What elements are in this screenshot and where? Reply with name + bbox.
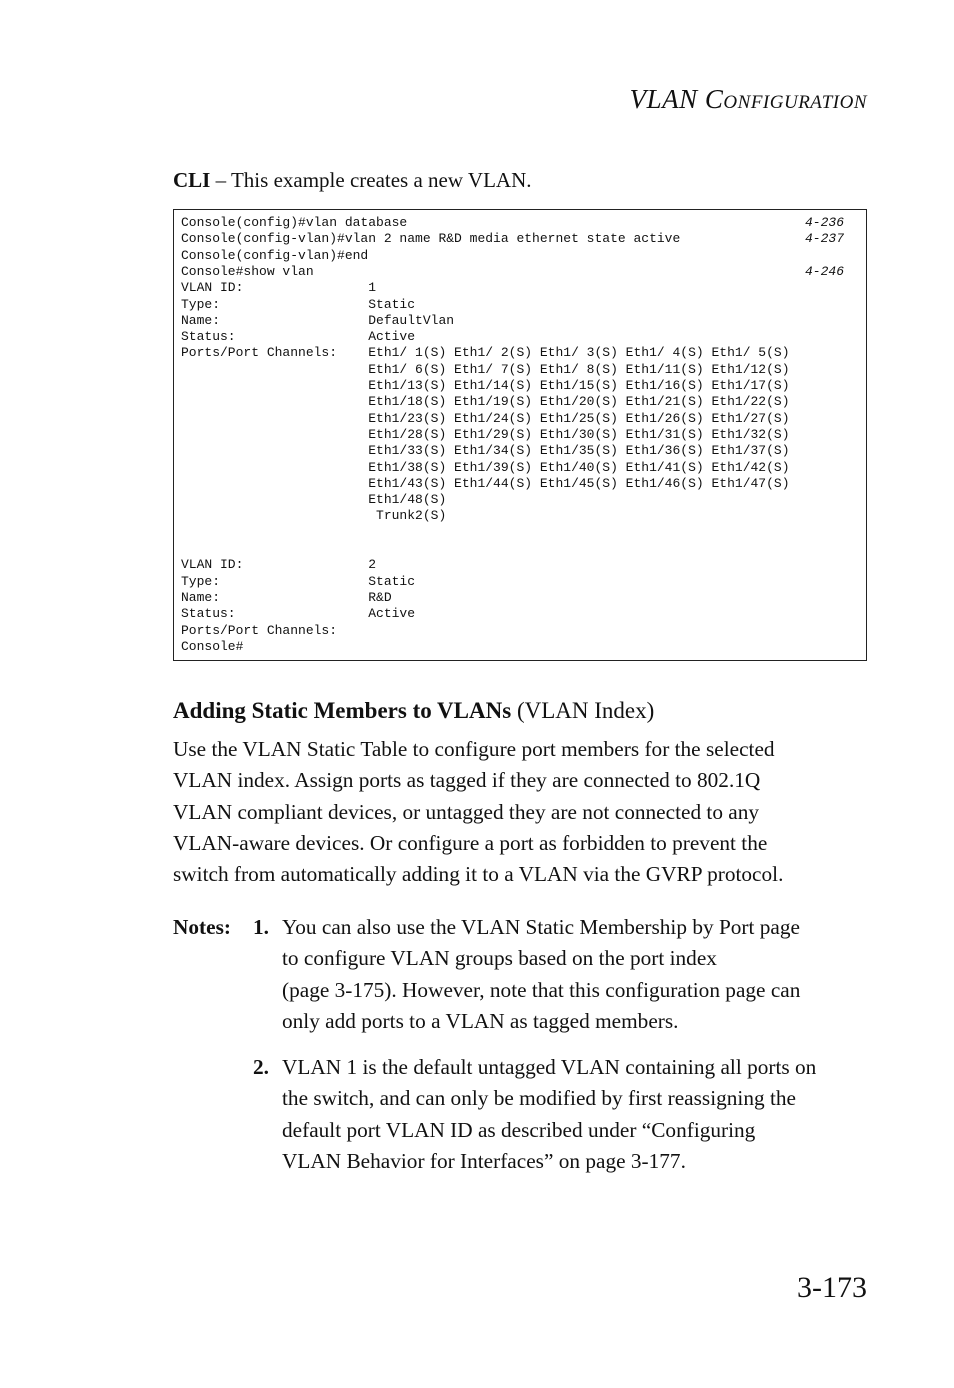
code-text: Eth1/13(S) Eth1/14(S) Eth1/15(S) Eth1/16(S) Eth1/17(S) bbox=[181, 378, 790, 393]
code-line bbox=[181, 329, 844, 345]
code-text: Eth1/28(S) Eth1/29(S) Eth1/30(S) Eth1/31(S) Eth1/32(S) bbox=[181, 426, 790, 442]
code-text: Console(config)#vlan database bbox=[181, 215, 408, 230]
cli-label: CLI bbox=[173, 168, 211, 192]
code-line bbox=[181, 411, 844, 427]
note-item bbox=[282, 912, 872, 1037]
code-text: Trunk2(S) bbox=[181, 508, 447, 524]
code-text: Console# bbox=[181, 638, 244, 654]
note-number: 2. bbox=[253, 1055, 269, 1079]
note-line: VLAN Behavior for Interfaces” on page 3-177. bbox=[282, 1148, 686, 1173]
code-line bbox=[181, 476, 844, 492]
code-text: Eth1/43(S) Eth1/44(S) Eth1/45(S) Eth1/46(S) Eth1/47(S) bbox=[181, 475, 790, 491]
note-line: You can also use the VLAN Static Membership by Port page bbox=[282, 915, 800, 939]
code-text: Console(config-vlan)#end bbox=[181, 247, 369, 263]
code-line bbox=[181, 541, 844, 557]
paragraph-line: VLAN-aware devices. Or configure a port as forbidden to prevent the bbox=[173, 830, 768, 855]
code-text: Console#show vlan bbox=[181, 263, 314, 279]
section-title bbox=[173, 698, 654, 724]
note-line: VLAN 1 is the default untagged VLAN containing all ports on bbox=[282, 1055, 817, 1079]
code-page-ref: 4-246 bbox=[804, 263, 844, 279]
note-item bbox=[282, 1052, 872, 1177]
note-line: default port VLAN ID as described under “Configuring bbox=[282, 1117, 756, 1142]
code-line bbox=[181, 492, 844, 508]
header-title-big: VLAN C bbox=[629, 84, 724, 114]
body-paragraph bbox=[173, 734, 863, 890]
note-line: the switch, and can only be modified by first reassigning the bbox=[282, 1086, 796, 1111]
note-line: to configure VLAN groups based on the port index bbox=[282, 946, 717, 971]
code-text: VLAN ID: 1 bbox=[181, 280, 377, 296]
code-block bbox=[173, 209, 867, 661]
code-text: Type: Static bbox=[181, 573, 416, 589]
running-header bbox=[630, 84, 867, 115]
code-text: Ports/Port Channels: Eth1/ 1(S) Eth1/ 2(S) Eth1/ 3(S) Eth1/ 4(S) Eth1/ 5(S) bbox=[181, 345, 790, 361]
code-text: VLAN ID: 2 bbox=[181, 557, 377, 573]
code-line bbox=[181, 525, 844, 541]
code-line bbox=[181, 215, 844, 231]
paragraph-line: Use the VLAN Static Table to configure port members for the selected bbox=[173, 737, 775, 761]
page-number: 3-173 bbox=[797, 1271, 867, 1304]
code-line bbox=[181, 639, 844, 655]
code-line bbox=[181, 248, 844, 264]
code-text: Status: Active bbox=[181, 606, 416, 622]
code-line bbox=[181, 394, 844, 410]
code-text: Type: Static bbox=[181, 296, 416, 312]
code-page-ref: 4-236 bbox=[804, 215, 844, 230]
code-text: Eth1/18(S) Eth1/19(S) Eth1/20(S) Eth1/21(S) Eth1/22(S) bbox=[181, 394, 790, 410]
code-text: Eth1/ 6(S) Eth1/ 7(S) Eth1/ 8(S) Eth1/11(S) Eth1/12(S) bbox=[181, 361, 790, 377]
note-line: (page 3-175). However, note that this configuration page can bbox=[282, 977, 801, 1002]
code-line bbox=[181, 623, 844, 639]
cli-intro bbox=[173, 168, 531, 193]
notes-label: Notes: bbox=[173, 915, 231, 939]
note-number: 1. bbox=[253, 915, 269, 939]
code-line bbox=[181, 574, 844, 590]
code-line bbox=[181, 590, 844, 606]
code-text: Ports/Port Channels: bbox=[181, 622, 338, 638]
code-line bbox=[181, 362, 844, 378]
code-text: Eth1/33(S) Eth1/34(S) Eth1/35(S) Eth1/36(S) Eth1/37(S) bbox=[181, 443, 790, 459]
paragraph-line: VLAN compliant devices, or untagged they are not connected to any bbox=[173, 799, 760, 824]
section-title-bold: Adding Static Members to VLANs bbox=[173, 698, 512, 723]
code-text: Name: R&D bbox=[181, 589, 392, 605]
code-text: Eth1/23(S) Eth1/24(S) Eth1/25(S) Eth1/26(S) Eth1/27(S) bbox=[181, 410, 790, 426]
cli-description: – This example creates a new VLAN. bbox=[210, 168, 532, 192]
code-text: Status: Active bbox=[181, 329, 416, 345]
code-line bbox=[181, 345, 844, 361]
paragraph-line: VLAN index. Assign ports as tagged if they are connected to 802.1Q bbox=[173, 768, 761, 793]
code-line bbox=[181, 606, 844, 622]
code-line bbox=[181, 557, 844, 573]
code-line bbox=[181, 280, 844, 296]
code-line bbox=[181, 460, 844, 476]
header-title-small: ONFIGURATION bbox=[723, 92, 867, 113]
code-line bbox=[181, 508, 844, 524]
code-line bbox=[181, 313, 844, 329]
code-line bbox=[181, 231, 844, 247]
code-line bbox=[181, 297, 844, 313]
code-line bbox=[181, 264, 844, 280]
code-text: Name: DefaultVlan bbox=[181, 312, 455, 328]
code-text: Eth1/48(S) bbox=[181, 492, 447, 508]
code-text: Eth1/38(S) Eth1/39(S) Eth1/40(S) Eth1/41(S) Eth1/42(S) bbox=[181, 459, 790, 475]
note-line: only add ports to a VLAN as tagged members. bbox=[282, 1008, 679, 1033]
code-line bbox=[181, 443, 844, 459]
paragraph-line: switch from automatically adding it to a VLAN via the GVRP protocol. bbox=[173, 862, 784, 887]
code-line bbox=[181, 378, 844, 394]
code-text: Console(config-vlan)#vlan 2 name R&D media ethernet state active bbox=[181, 231, 681, 247]
code-line bbox=[181, 427, 844, 443]
code-page-ref: 4-237 bbox=[804, 231, 844, 247]
section-title-plain: (VLAN Index) bbox=[511, 698, 655, 723]
